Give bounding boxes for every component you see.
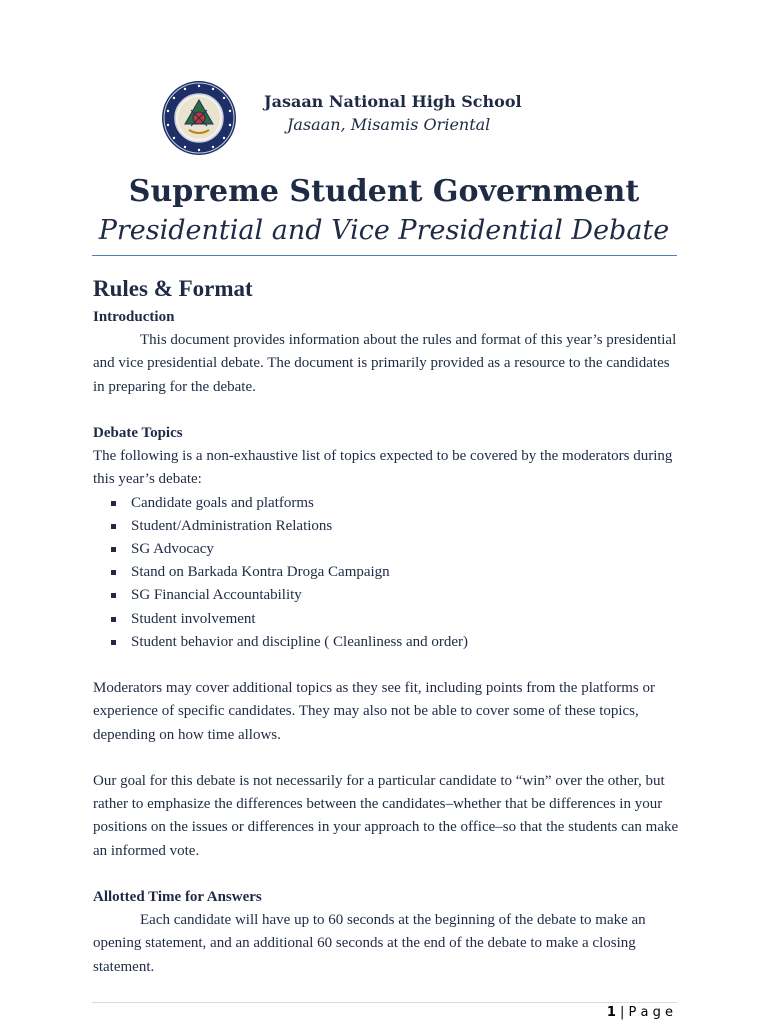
bullet-icon	[111, 640, 116, 645]
allotted-time-paragraph: Each candidate will have up to 60 seconds at the beginning of the debate to make an opening statement, and an additional 60 seconds at the end of the debate to make a closing statement.	[93, 912, 646, 975]
list-item: Student/Administration Relations	[93, 515, 679, 538]
document-subtitle: Presidential and Vice Presidential Debate	[98, 215, 670, 246]
debate-topics-lead: The following is a non-exhaustive list of topics expected to be covered by the moderators during this year’s debate:	[93, 448, 673, 488]
document-body	[93, 274, 679, 979]
title-divider	[92, 255, 677, 256]
introduction-paragraph: This document provides information about the rules and format of this year’s presidential and vice presidential debate. The document is primarily provided as a resource to the candidates in preparing for the debate.	[93, 332, 677, 395]
footer-divider	[92, 1002, 677, 1003]
page-separator: |	[620, 1005, 625, 1020]
debate-topics-list	[93, 492, 679, 654]
bullet-icon	[111, 617, 116, 622]
page-label: P a g e	[628, 1005, 673, 1020]
list-item: SG Financial Accountability	[93, 584, 679, 607]
section-heading-rules: Rules & Format	[93, 276, 253, 301]
heading-introduction: Introduction	[93, 309, 175, 325]
bullet-icon	[111, 524, 116, 529]
bullet-icon	[111, 570, 116, 575]
bullet-icon	[111, 501, 116, 506]
bullet-icon	[111, 593, 116, 598]
list-item: Student behavior and discipline ( Cleanliness and order)	[93, 631, 679, 654]
document-title: Supreme Student Government	[128, 174, 640, 209]
heading-debate-topics: Debate Topics	[93, 425, 183, 441]
goal-paragraph: Our goal for this debate is not necessarily for a particular candidate to “win” over the other, but rather to emphasize the differences between the candidates–whether that be differences in your positions on the issues or differences in your approach to the office–so that the students can make an informed vote.	[93, 773, 679, 859]
school-location: Jasaan, Misamis Oriental	[287, 115, 491, 134]
list-item: Stand on Barkada Kontra Droga Campaign	[93, 561, 679, 584]
list-item: SG Advocacy	[93, 538, 679, 561]
heading-allotted-time: Allotted Time for Answers	[93, 889, 262, 906]
school-seal-icon	[161, 80, 237, 156]
list-item: Candidate goals and platforms	[93, 492, 679, 515]
school-name: Jasaan National High School	[264, 92, 522, 111]
moderators-paragraph: Moderators may cover additional topics as they see fit, including points from the platforms or experience of specific candidates. They may also not be able to cover some of these topics, depending on how time allows.	[93, 680, 655, 743]
page-footer	[607, 1005, 673, 1020]
bullet-icon	[111, 547, 116, 552]
page-number: 1	[606, 1005, 616, 1020]
list-item: Student involvement	[93, 608, 679, 631]
